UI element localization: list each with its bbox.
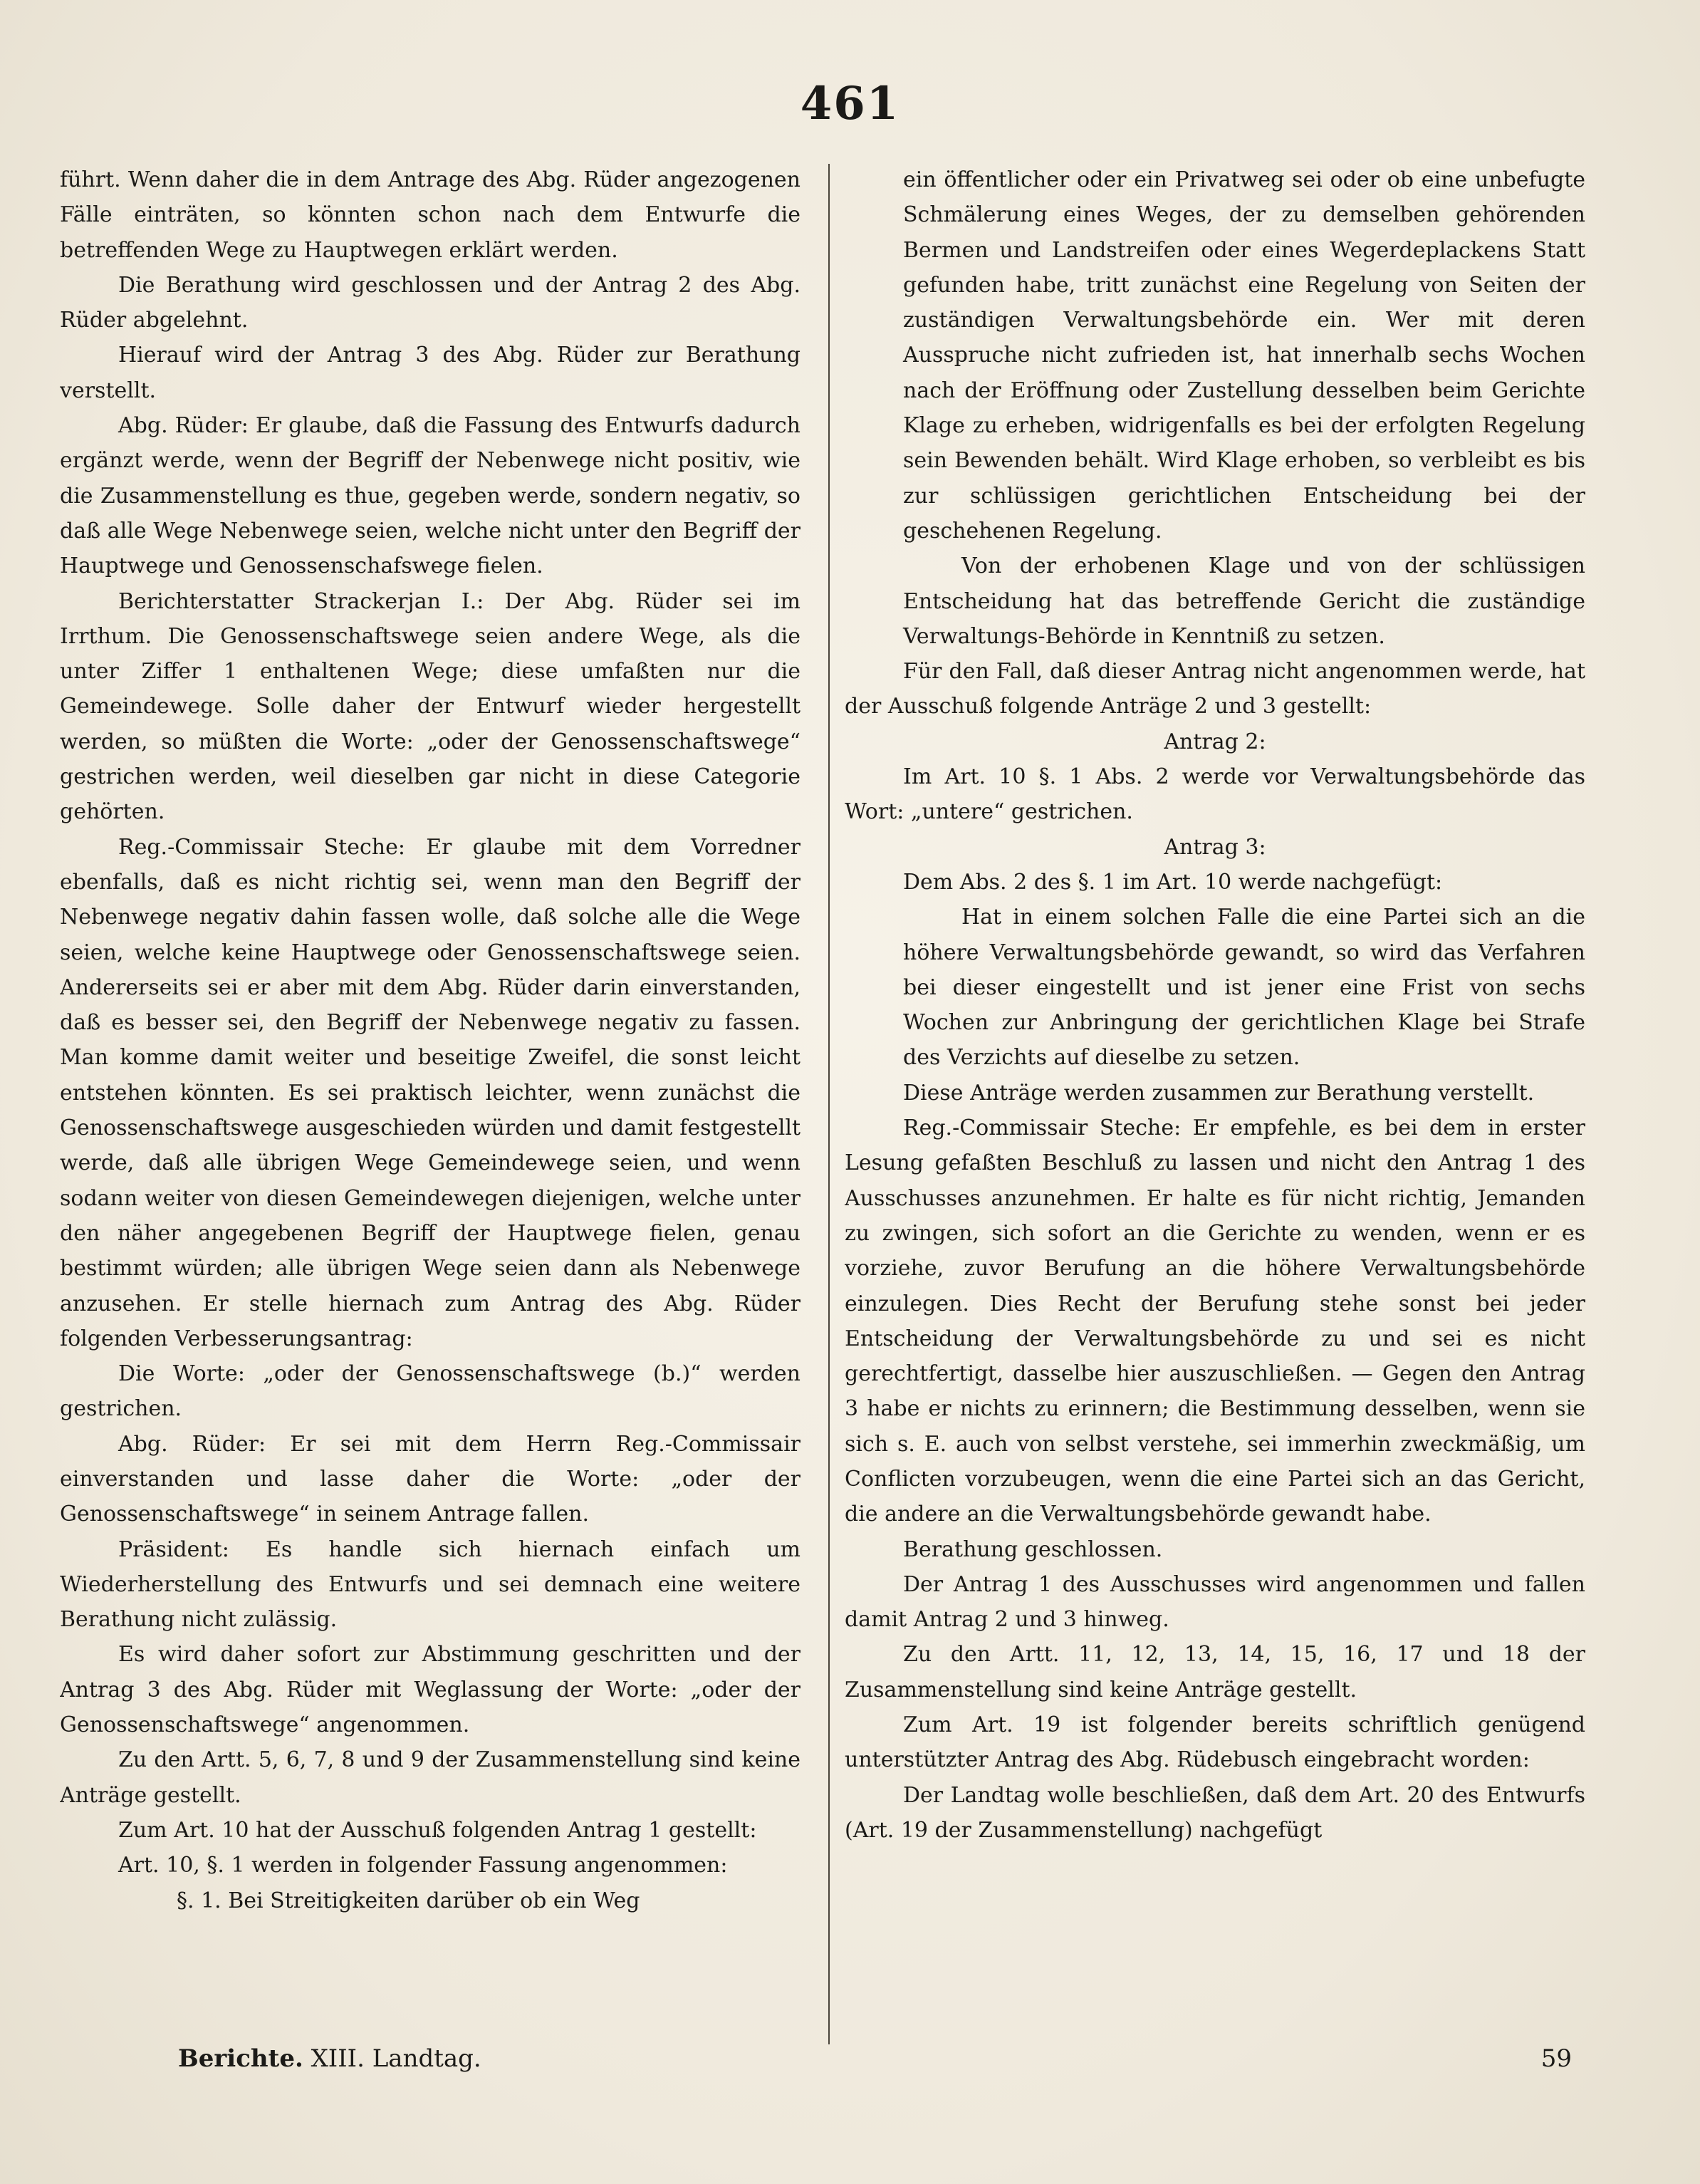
motion-text: Im Art. 10 §. 1 Abs. 2 werde vor Verwaltungsbehörde das Wort: „untere“ gestrichen. — [845, 764, 1585, 825]
right-column — [845, 162, 1585, 2043]
speaker-paragraph: Berichterstatter Strackerjan I.: Der Abg. Rüder sei im Irrthum. Die Genossenschaftswege seien andere Wege, als die unter Ziffer 1 enthaltenen Wege; diese umfaßten nur die Gemeindewege. Solle daher der Entwurf wieder hergestellt werden, so müßten die Worte: „oder der Genossenschaftswege“ gestrichen werden, weil dieselben gar nicht in diese Categorie gehörten. — [60, 588, 801, 825]
footer-title-bold: Berichte. — [178, 2044, 303, 2073]
paragraph: Diese Anträge werden zusammen zur Berathung verstellt. — [903, 1080, 1535, 1106]
motion-text: Die Worte: „oder der Genossenschaftswege (b.)“ werden gestrichen. — [60, 1361, 801, 1422]
column-divider — [828, 164, 830, 2044]
speaker-paragraph: Reg.-Commissair Steche: Er glaube mit dem Vorredner ebenfalls, daß es nicht richtig sei, wenn man den Begriff der Nebenwege negativ dahin fassen wolle, daß solche alle die Wege seien, welche keine Hauptwege oder Genossenschaftswege seien. Andererseits sei er aber mit dem Abg. Rüder darin einverstanden, daß es besser sei, den Begriff der Nebenwege negativ zu fassen. Man komme damit weiter und beseitige Zweifel, die sonst leicht entstehen könnten. Es sei praktisch leichter, wenn zunächst die Genossenschaftswege ausgeschieden würden und damit festgestellt werde, daß alle übrigen Wege Gemeindewege seien, und wenn sodann weiter von diesen Gemeindewegen diejenigen, welche unter den näher angegebenen Begriff der Hauptwege fielen, genau bestimmt würden; alle übrigen Wege seien dann als Nebenwege anzusehen. Er stelle hiernach zum Antrag des Abg. Rüder folgenden Verbesserungsantrag: — [60, 834, 801, 1351]
paragraph: Es wird daher sofort zur Abstimmung geschritten und der Antrag 3 des Abg. Rüder mit Weglassung der Worte: „oder der Genossenschaftswege“ angenommen. — [60, 1642, 801, 1738]
page-number: 461 — [800, 77, 900, 130]
paragraph: Die Berathung wird geschlossen und der Antrag 2 des Abg. Rüder abgelehnt. — [60, 272, 801, 333]
speaker-paragraph: Reg.-Commissair Steche: Er empfehle, es bei dem in erster Lesung gefaßten Beschluß zu lassen und nicht den Antrag 1 des Ausschusses anzunehmen. Er halte es für nicht richtig, Jemanden zu zwingen, sich sofort an die Gerichte zu wenden, wenn er es vorziehe, zuvor Berufung an die höhere Verwaltungsbehörde einzulegen. Dies Recht der Berufung stehe sonst bei jeder Entscheidung der Verwaltungsbehörde zu und sei es nicht gerechtfertigt, dasselbe hier auszuschließen. — Gegen den Antrag 3 habe er nichts zu erinnern; die Bestimmung desselben, wenn sie sich s. E. auch von selbst verstehe, sei immerhin zweckmäßig, um Conflicten vorzubeugen, wenn die eine Partei sich an das Gericht, die andere an die Verwaltungsbehörde gewandt habe. — [845, 1116, 1585, 1527]
paragraph: Zum Art. 10 hat der Ausschuß folgenden Antrag 1 gestellt: — [118, 1817, 757, 1843]
speaker-paragraph: Abg. Rüder: Er sei mit dem Herrn Reg.-Commissair einverstanden und lasse daher die Worte: „oder der Genossenschaftswege“ in seinem Antrage fallen. — [60, 1431, 801, 1527]
footer-title-rest: XIII. Landtag. — [303, 2044, 481, 2073]
motion-text: Dem Abs. 2 des §. 1 im Art. 10 werde nachgefügt: — [903, 869, 1443, 895]
paragraph: Zum Art. 19 ist folgender bereits schriftlich genügend unterstützter Antrag des Abg. Rüdebusch eingebracht worden: — [845, 1712, 1585, 1773]
motion-heading: Antrag 3: — [1164, 834, 1266, 860]
paragraph: Berathung geschlossen. — [903, 1536, 1163, 1562]
left-column — [60, 162, 801, 2043]
speaker-paragraph: Abg. Rüder: Er glaube, daß die Fassung des Entwurfs dadurch ergänzt werde, wenn der Begriff der Nebenwege nicht positiv, wie die Zusammenstellung es thue, gegeben werde, sondern negativ, so daß alle Wege Nebenwege seien, welche nicht unter den Begriff der Hauptwege und Genossenschafswege fielen. — [60, 413, 801, 579]
footer-title — [178, 2044, 481, 2073]
paragraph: Der Antrag 1 des Ausschusses wird angenommen und fallen damit Antrag 2 und 3 hinweg. — [845, 1571, 1585, 1633]
motion-heading: Antrag 2: — [1164, 729, 1266, 754]
motion-text: Der Landtag wolle beschließen, daß dem Art. 20 des Entwurfs (Art. 19 der Zusammenstellung) nachgefügt — [845, 1782, 1585, 1843]
paragraph: Zu den Artt. 11, 12, 13, 14, 15, 16, 17 und 18 der Zusammenstellung sind keine Anträge gestellt. — [845, 1642, 1585, 1702]
motion-text: ein öffentlicher oder ein Privatweg sei oder ob eine unbefugte Schmälerung eines Weges, der zu demselben gehörenden Bermen und Landstreifen oder eines Wegerdeplackens Statt gefunden habe, tritt zunächst eine Regelung von Seiten der zuständigen Verwaltungsbehörde ein. Wer mit deren Ausspruche nicht zufrieden ist, hat innerhalb sechs Wochen nach der Eröffnung oder Zustellung desselben beim Gerichte Klage zu erheben, widrigenfalls es bei der erfolgten Regelung sein Bewenden behält. Wird Klage erhoben, so verbleibt es bis zur schlüssigen gerichtlichen Entscheidung bei der geschehenen Regelung. — [903, 167, 1585, 544]
signature-mark: 59 — [1540, 2044, 1572, 2073]
motion-text: §. 1. Bei Streitigkeiten darüber ob ein Weg — [177, 1888, 640, 1913]
paragraph: Für den Fall, daß dieser Antrag nicht angenommen werde, hat der Ausschuß folgende Anträge 2 und 3 gestellt: — [845, 659, 1585, 719]
paragraph: führt. Wenn daher die in dem Antrage des Abg. Rüder angezogenen Fälle einträten, so könnten schon nach dem Entwurfe die betreffenden Wege zu Hauptwegen erklärt werden. — [60, 167, 801, 263]
motion-text: Art. 10, §. 1 werden in folgender Fassung angenommen: — [118, 1853, 728, 1878]
paragraph: Hierauf wird der Antrag 3 des Abg. Rüder zur Berathung verstellt. — [60, 343, 801, 403]
speaker-paragraph: Präsident: Es handle sich hiernach einfach um Wiederherstellung des Entwurfs und sei demnach eine weitere Berathung nicht zulässig. — [60, 1536, 801, 1633]
paragraph: Zu den Artt. 5, 6, 7, 8 und 9 der Zusammenstellung sind keine Anträge gestellt. — [60, 1747, 801, 1808]
motion-text: Hat in einem solchen Falle die eine Partei sich an die höhere Verwaltungsbehörde gewandt, so wird das Verfahren bei dieser eingestellt und ist jener eine Frist von sechs Wochen zur Anbringung der gerichtlichen Klage bei Strafe des Verzichts auf dieselbe zu setzen. — [903, 905, 1585, 1071]
motion-text: Von der erhobenen Klage und von der schlüssigen Entscheidung hat das betreffende Gericht die zuständige Verwaltungs-Behörde in Kenntniß zu setzen. — [903, 553, 1585, 649]
